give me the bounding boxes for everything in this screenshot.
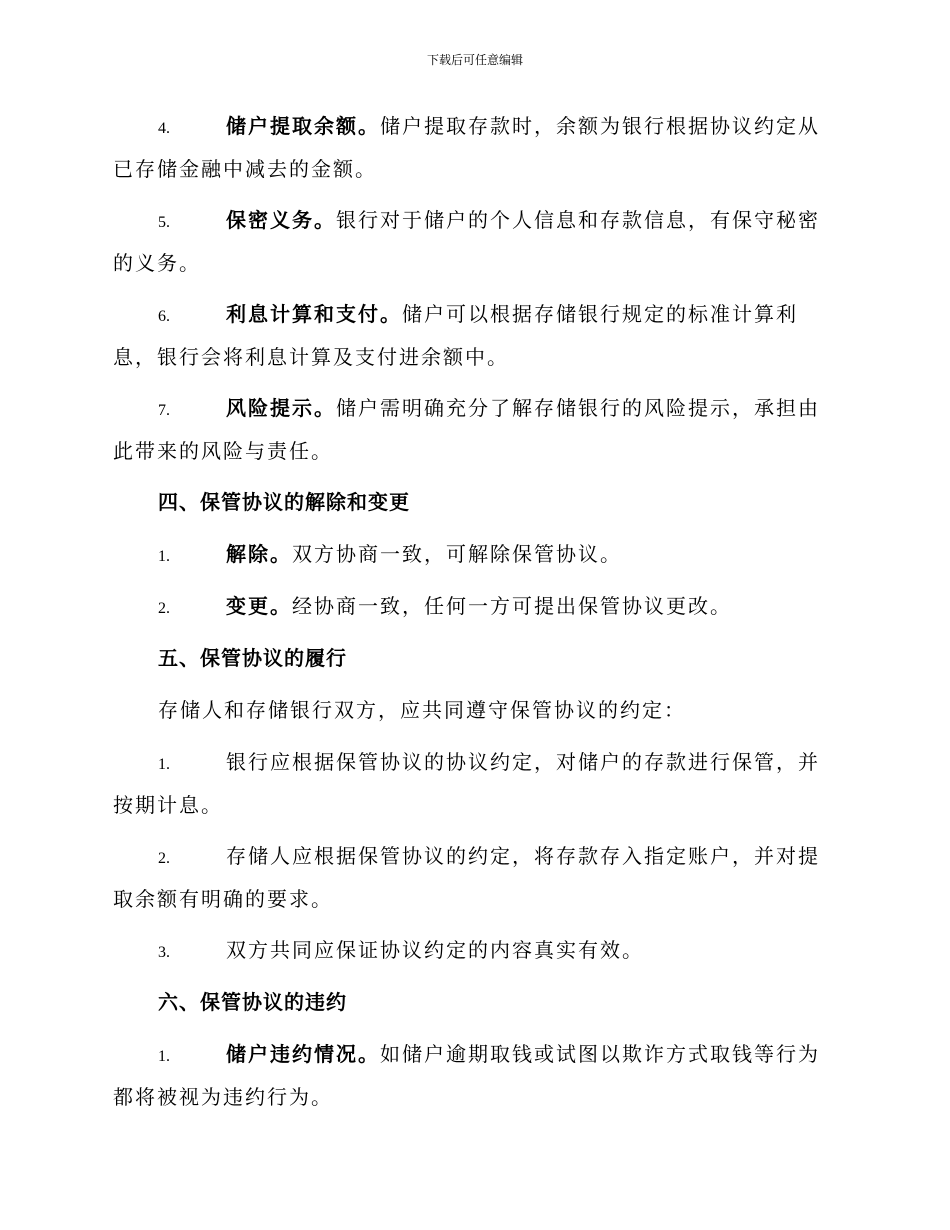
list-item bbox=[113, 586, 833, 629]
list-item bbox=[113, 200, 833, 283]
section-heading: 四、保管协议的解除和变更 bbox=[158, 490, 410, 514]
list-item bbox=[113, 930, 833, 973]
list-item bbox=[113, 294, 833, 377]
list-item bbox=[113, 388, 833, 471]
item-title: 解除。 bbox=[226, 542, 292, 566]
item-number: 1. bbox=[158, 548, 170, 565]
page-header: 下载后可任意编辑 bbox=[426, 53, 523, 67]
item-body: 双方共同应保证协议约定的内容真实有效。 bbox=[226, 938, 644, 962]
section-heading: 五、保管协议的履行 bbox=[158, 646, 347, 670]
list-item bbox=[113, 106, 833, 189]
item-body: 储户需明确充分了解存储银行的风险提示，承担由此带来的风险与责任。 bbox=[113, 396, 820, 463]
list-item bbox=[113, 534, 833, 577]
list-item bbox=[113, 742, 833, 825]
item-body: 储户提取存款时，余额为银行根据协议约定从已存储金融中减去的金额。 bbox=[113, 114, 820, 181]
item-number: 2. bbox=[158, 600, 170, 617]
item-body: 双方协商一致，可解除保管协议。 bbox=[292, 542, 622, 566]
item-number: 2. bbox=[158, 850, 170, 867]
item-number: 5. bbox=[158, 214, 170, 231]
item-title: 储户提取余额。 bbox=[226, 114, 380, 138]
item-title: 利息计算和支付。 bbox=[226, 302, 402, 326]
item-number: 7. bbox=[158, 402, 170, 419]
item-title: 保密义务。 bbox=[226, 208, 336, 232]
item-title: 变更。 bbox=[226, 594, 292, 618]
list-item bbox=[113, 836, 833, 919]
item-number: 1. bbox=[158, 756, 170, 773]
item-body: 银行应根据保管协议的协议约定，对储户的存款进行保管，并按期计息。 bbox=[113, 750, 820, 817]
item-number: 6. bbox=[158, 308, 170, 325]
section-heading: 六、保管协议的违约 bbox=[158, 990, 347, 1014]
item-number: 3. bbox=[158, 944, 170, 961]
item-body: 储户可以根据存储银行规定的标准计算利息，银行会将利息计算及支付进余额中。 bbox=[113, 302, 798, 369]
item-title: 储户违约情况。 bbox=[226, 1042, 380, 1066]
list-item bbox=[113, 1034, 833, 1117]
item-body: 存储人应根据保管协议的约定，将存款存入指定账户，并对提取余额有明确的要求。 bbox=[113, 844, 820, 911]
section-intro: 存储人和存储银行双方，应共同遵守保管协议的约定： bbox=[158, 698, 686, 722]
item-body: 经协商一致，任何一方可提出保管协议更改。 bbox=[292, 594, 732, 618]
item-title: 风险提示。 bbox=[226, 396, 336, 420]
item-body: 如储户逾期取钱或试图以欺诈方式取钱等行为都将被视为违约行为。 bbox=[113, 1042, 820, 1109]
item-number: 4. bbox=[158, 120, 170, 137]
item-number: 1. bbox=[158, 1048, 170, 1065]
item-body: 银行对于储户的个人信息和存款信息，有保守秘密的义务。 bbox=[113, 208, 820, 275]
